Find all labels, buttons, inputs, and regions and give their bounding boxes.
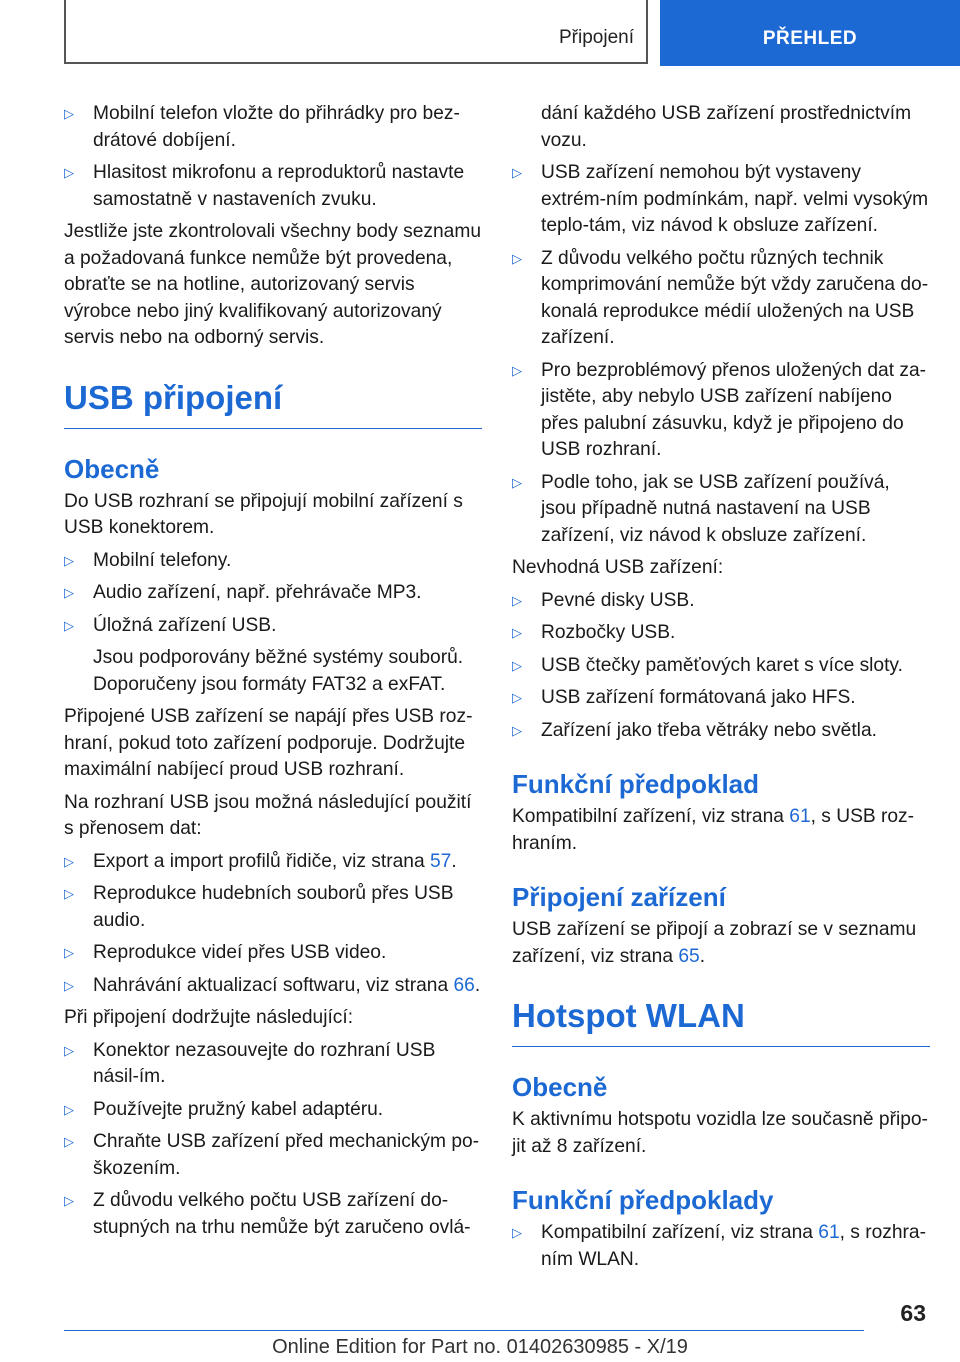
- list-item: ▷ Zařízení jako třeba větráky nebo světla.: [512, 718, 930, 745]
- triangle-bullet-icon: ▷: [64, 1134, 74, 1149]
- list-item: ▷ Hlasitost mikrofonu a reproduktorů nastavte samostatně v nastaveních zvuku.: [64, 162, 465, 210]
- list-item: ▷ Úložná zařízení USB.: [64, 613, 482, 640]
- subheading-general: Obecně: [64, 453, 160, 484]
- triangle-bullet-icon: ▷: [512, 722, 522, 738]
- paragraph: Do USB rozhraní se připojují mobilní zařízení s USB konektorem.: [64, 490, 463, 538]
- list-item: ▷ Kompatibilní zařízení, viz strana 61, s rozhra‐ním WLAN.: [512, 1222, 926, 1270]
- list-item: ▷ Používejte pružný kabel adaptéru.: [64, 1097, 482, 1124]
- triangle-bullet-icon: ▷: [512, 592, 522, 608]
- list-item: ▷ Mobilní telefon vložte do přihrádky pro bez‐drátové dobíjení.: [64, 103, 460, 151]
- overview-tab[interactable]: [660, 0, 960, 66]
- page-link-61[interactable]: 61: [789, 806, 811, 827]
- list-item: ▷ Pro bezproblémový přenos uložených dat za‐jistěte, aby nebylo USB zařízení nabíjeno přes palubní zásuvku, když je připojeno do USB rozhraní.: [512, 359, 927, 460]
- triangle-bullet-icon: ▷: [64, 617, 74, 633]
- triangle-bullet-icon: ▷: [512, 690, 522, 705]
- triangle-bullet-icon: ▷: [64, 1042, 74, 1058]
- triangle-bullet-icon: ▷: [512, 657, 522, 673]
- subheading-connecting-device: Připojení zařízení: [512, 882, 726, 912]
- list-item: ▷ Rozbočky USB.: [512, 620, 930, 647]
- triangle-bullet-icon: ▷: [64, 945, 74, 960]
- header-section-box: [64, 0, 648, 64]
- list-item: ▷ Reprodukce videí přes USB video.: [64, 940, 482, 967]
- page-link-57[interactable]: 57: [429, 850, 452, 872]
- paragraph: USB zařízení se připojí a zobrazí se v seznamu zařízení, viz strana 65.: [512, 919, 917, 967]
- overview-tab-label: PŘEHLED: [762, 28, 858, 49]
- subheading-general: Obecně: [512, 1072, 608, 1102]
- footer-edition-text: Online Edition for Part no. 01402630985 - X/19: [272, 1336, 688, 1358]
- list-item: ▷ Nahrávání aktualizací softwaru, viz strana 66.: [64, 973, 482, 1000]
- paragraph: Nevhodná USB zařízení:: [512, 557, 724, 578]
- triangle-bullet-icon: ▷: [64, 165, 74, 180]
- header-section-title: Připojení: [559, 27, 634, 48]
- triangle-bullet-icon: ▷: [512, 1225, 522, 1240]
- page-link-61[interactable]: 61: [818, 1222, 840, 1243]
- subheading-requirement: Funkční předpoklad: [512, 769, 760, 799]
- triangle-bullet-icon: ▷: [64, 1193, 74, 1208]
- page-link-66[interactable]: 66: [453, 974, 475, 996]
- list-item: ▷ Chraňte USB zařízení před mechanickým po‐škozením.: [64, 1131, 480, 1179]
- paragraph: Na rozhraní USB jsou možná následující použití s přenosem dat:: [64, 791, 472, 839]
- triangle-bullet-icon: ▷: [64, 977, 74, 993]
- triangle-bullet-icon: ▷: [512, 625, 522, 640]
- list-item: ▷ Konektor nezasouvejte do rozhraní USB násil‐ím.: [64, 1039, 436, 1087]
- triangle-bullet-icon: ▷: [64, 853, 74, 869]
- triangle-bullet-icon: ▷: [64, 585, 74, 600]
- list-item: ▷ Export a import profilů řidiče, viz strana 57.: [64, 849, 482, 876]
- triangle-bullet-icon: ▷: [64, 886, 74, 901]
- page-link-65[interactable]: 65: [678, 945, 700, 967]
- list-item: ▷ Podle toho, jak se USB zařízení používá, jsou případně nutná nastavení na USB zařízení, viz návod k obsluze zařízení.: [512, 471, 890, 546]
- paragraph: Při připojení dodržujte následující:: [64, 1007, 354, 1028]
- list-item: ▷ Pevné disky USB.: [512, 588, 930, 615]
- paragraph: Kompatibilní zařízení, viz strana 61, s USB roz‐hraním.: [512, 806, 915, 854]
- triangle-bullet-icon: ▷: [512, 250, 522, 266]
- list-item-continuation: dání každého USB zařízení prostřednictvím vozu.: [541, 103, 912, 151]
- triangle-bullet-icon: ▷: [64, 1101, 74, 1117]
- subheading-requirements: Funkční předpoklady: [512, 1185, 774, 1215]
- section-heading-usb: USB připojení: [64, 378, 482, 429]
- list-item: ▷ USB zařízení nemohou být vystaveny extrém‐ním podmínkám, např. velmi vysokým teplo‐tám, viz návod k obsluze zařízení.: [512, 162, 929, 236]
- triangle-bullet-icon: ▷: [64, 552, 74, 568]
- triangle-bullet-icon: ▷: [512, 474, 522, 490]
- section-heading-hotspot: Hotspot WLAN: [512, 996, 930, 1047]
- list-item: ▷ Mobilní telefony.: [64, 548, 482, 575]
- list-item: ▷ Reprodukce hudebních souborů přes USB audio.: [64, 883, 454, 931]
- paragraph: Připojené USB zařízení se napájí přes USB roz‐hraní, pokud toto zařízení podporuje. Dodržujte maximální nabíjecí proud USB rozhraní.: [64, 706, 473, 780]
- triangle-bullet-icon: ▷: [512, 362, 522, 378]
- left-column: [64, 101, 482, 1247]
- triangle-bullet-icon: ▷: [512, 165, 522, 180]
- right-column: [512, 101, 930, 1279]
- list-item: ▷ Z důvodu velkého počtu USB zařízení do‐stupných na trhu nemůže být zaručeno ovlá‐: [64, 1190, 471, 1238]
- triangle-bullet-icon: ▷: [64, 106, 74, 121]
- footer-divider: [64, 1330, 864, 1331]
- list-item: ▷ Z důvodu velkého počtu různých technik komprimování nemůže být vždy zaručena do‐konalá reprodukce médií uložených na USB zařízení.: [512, 247, 929, 348]
- list-item: ▷ Audio zařízení, např. přehrávače MP3.: [64, 580, 482, 607]
- page-number: 63: [900, 1300, 926, 1326]
- list-item: ▷ USB čtečky paměťových karet s více sloty.: [512, 653, 930, 680]
- list-item: ▷ USB zařízení formátovaná jako HFS.: [512, 685, 930, 712]
- paragraph: Jestliže jste zkontrolovali všechny body seznamu a požadovaná funkce nemůže být provedena, obraťte se na hotline, autorizovaný servis výrobce nebo jiný kvalifikovaný autorizovaný servis nebo na odborný servis.: [64, 221, 481, 348]
- paragraph: K aktivnímu hotspotu vozidla lze současně připo‐jit až 8 zařízení.: [512, 1109, 928, 1157]
- page-header: [0, 0, 960, 66]
- list-item-note: Jsou podporovány běžné systémy souborů. Doporučeny jsou formáty FAT32 a exFAT.: [93, 647, 464, 695]
